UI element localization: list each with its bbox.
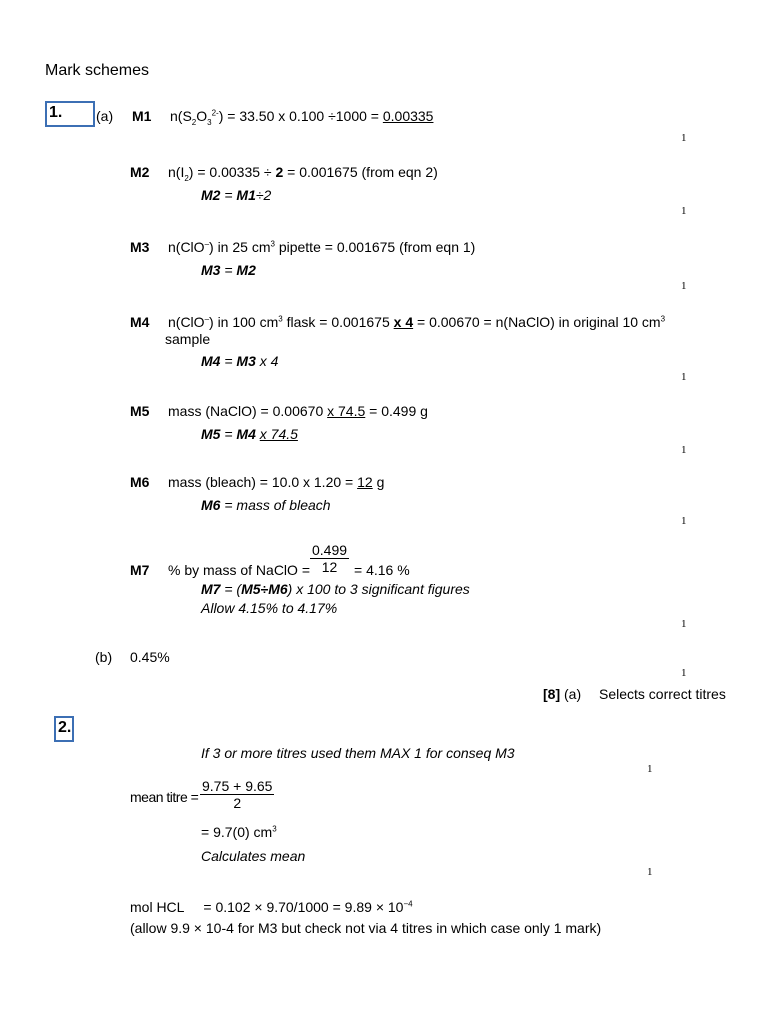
- question-number: 2.: [58, 719, 72, 736]
- part-label: (a): [96, 108, 114, 124]
- m6-note: M6 = mass of bleach: [201, 497, 331, 513]
- m3-note: M3 = M2: [201, 262, 256, 278]
- q2-select-text: Selects correct titres: [599, 686, 726, 702]
- mark-label: M5: [130, 403, 150, 419]
- fraction-numerator: 9.75 + 9.65: [202, 778, 273, 794]
- mark-label: M1: [132, 108, 152, 124]
- m4-continuation: sample: [165, 331, 211, 347]
- mark-value: 1: [647, 763, 653, 775]
- mark-label: M6: [130, 474, 150, 490]
- mark-label: M7: [130, 562, 150, 578]
- m5-equation: mass (NaClO) = 0.00670 x 74.5 = 0.499 g: [168, 403, 428, 419]
- m5-note: M5 = M4 x 74.5: [201, 426, 298, 442]
- mark-value: 1: [681, 444, 687, 456]
- calc-mean-note: Calculates mean: [201, 848, 306, 864]
- m1-equation: $n(S_2O_3^{2-}) = 33.50$ x 0.100 ÷1000 = 0.00335: [170, 108, 434, 127]
- mol-hcl-line: mol HCL = $0.102 \times 9.70/1000 = 9.89 \times 10^{-4}$: [130, 899, 413, 915]
- mark-value: 1: [681, 667, 687, 679]
- part-b-answer: 0.45%: [130, 649, 170, 665]
- question-number-box: [45, 101, 95, 127]
- part-label: (b): [95, 649, 113, 665]
- fraction-denominator: 12: [321, 559, 338, 575]
- mark-value: 1: [681, 515, 687, 527]
- fraction-numerator: 0.499: [312, 542, 348, 558]
- question-number: 1.: [49, 104, 63, 121]
- m7-fraction: [310, 542, 349, 575]
- mean-fraction: [200, 778, 274, 811]
- mark-value: 1: [681, 371, 687, 383]
- m4-note: M4 = M3 x 4: [201, 353, 279, 369]
- mark-label: M2: [130, 164, 150, 180]
- m4-equation: n(ClO–) in 100 $cm^3$ flask = 0.001675 x 4 = 0.00670 = n(NaClO) in original 10 $cm^3$: [168, 314, 666, 330]
- m2-equation: $n(I_2) = 0.00335 \div 2 = 0.001675$ (from eqn 2): [168, 164, 438, 183]
- page-title: Mark schemes: [45, 62, 150, 79]
- m7-result: = 4.16 %: [354, 562, 410, 578]
- q2-note: If 3 or more titres used them MAX 1 for conseq M3: [201, 745, 515, 761]
- part-label: (a): [564, 686, 582, 702]
- m6-equation: mass (bleach) = 10.0 x 1.20 = 12 g: [168, 474, 385, 490]
- m7-note: M7 = (M5÷M6) x 100 to 3 significant figures: [201, 581, 470, 597]
- m7-equation: % by mass of NaClO =: [168, 562, 310, 578]
- m3-equation: n(ClO–) in 25 $cm^3$ pipette = 0.001675 (from eqn 1): [168, 239, 476, 255]
- m2-note: M2 = M1÷2: [201, 187, 272, 203]
- mark-value: 1: [681, 618, 687, 630]
- mean-titre-label: mean titre =: [130, 789, 199, 805]
- mark-label: M4: [130, 314, 150, 330]
- mark-value: 1: [681, 280, 687, 292]
- q1-total-line: [543, 686, 581, 702]
- fraction-denominator: 2: [233, 795, 242, 811]
- mark-value: 1: [647, 866, 653, 878]
- mark-label: M3: [130, 239, 150, 255]
- allow-note: (allow 9.9 × 10-4 for M3 but check not via 4 titres in which case only 1 mark): [130, 920, 602, 936]
- question-number-box: [54, 716, 74, 742]
- mark-value: 1: [681, 205, 687, 217]
- mean-result: = 9.7(0) $cm^3$: [201, 824, 277, 840]
- total-marks: [8]: [543, 686, 561, 702]
- mark-value: 1: [681, 132, 687, 144]
- m7-allow: Allow 4.15% to 4.17%: [201, 600, 338, 616]
